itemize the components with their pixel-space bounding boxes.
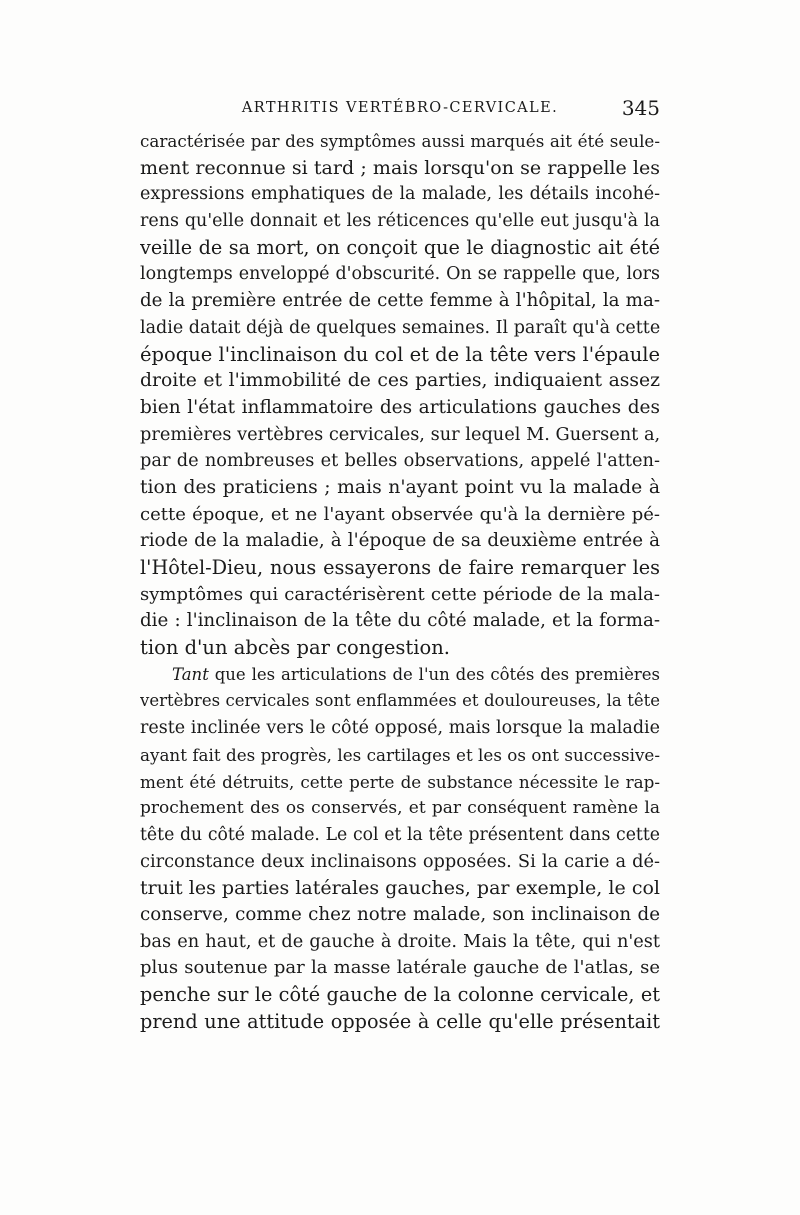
text-line: cette époque, et ne l'ayant observée qu'à la dernière pé-	[140, 503, 660, 525]
text-line: conserve, comme chez notre malade, son inclinaison de	[140, 903, 660, 925]
text-line: die : l'inclinaison de la tête du côté malade, et la forma-	[140, 610, 660, 632]
text-line: truit les parties latérales gauches, par exemple, le col	[140, 877, 660, 900]
text-line: riode de la maladie, à l'époque de sa deuxième entrée à	[140, 530, 660, 552]
text-line-first	[140, 662, 660, 689]
text-line: expressions emphatiques de la malade, les détails incohé-	[140, 184, 660, 205]
text-line: ment reconnue si tard ; mais lorsqu'on se rappelle les	[140, 156, 660, 179]
text-line: ladie datait déjà de quelques semaines. Il paraît qu'à cette	[140, 317, 660, 338]
body-text	[140, 128, 660, 1035]
text-line: prend une attitude opposée à celle qu'elle présentait	[140, 1009, 660, 1033]
text-line: prochement des os conservés, et par conséquent ramène la	[140, 798, 660, 819]
text-line: par de nombreuses et belles observations, appelé l'atten-	[140, 451, 660, 472]
text-line: longtemps enveloppé d'obscurité. On se rappelle que, lors	[140, 264, 660, 285]
text-line: premières vertèbres cervicales, sur lequel M. Guersent a,	[140, 424, 660, 445]
text-line: veille de sa mort, on conçoit que le diagnostic ait été	[140, 235, 660, 259]
text-line: rens qu'elle donnait et les réticences qu'elle eut jusqu'à la	[140, 211, 660, 232]
text-line: plus soutenue par la masse latérale gauche de l'atlas, se	[140, 957, 660, 979]
text-line: tion des praticiens ; mais n'ayant point vu la malade à	[140, 476, 660, 498]
text-line: caractérisée par des symptômes aussi marqués ait été seule-	[140, 131, 660, 151]
text-line: l'Hôtel-Dieu, nous essayerons de faire remarquer les	[140, 556, 660, 579]
text-line: penche sur le côté gauche de la colonne cervicale, et	[140, 983, 660, 1006]
text-line: vertèbres cervicales sont enflammées et douloureuses, la tête	[140, 691, 660, 711]
text-line: ayant fait des progrès, les cartilages et les os ont successive-	[140, 744, 660, 765]
text-line: ment été détruits, cette perte de substance nécessite le rap-	[140, 771, 660, 792]
running-header	[140, 96, 660, 130]
text-line: de la première entrée de cette femme à l'hôpital, la ma-	[140, 290, 660, 312]
text-line: reste inclinée vers le côté opposé, mais lorsque la maladie	[140, 718, 660, 739]
paragraph-2	[140, 662, 660, 1036]
text-line: droite et l'immobilité de ces parties, indiquaient assez	[140, 370, 660, 392]
italic-lead-word: Tant	[172, 664, 209, 684]
text-line: bien l'état inflammatoire des articulations gauches des	[140, 396, 660, 418]
text-line: époque l'inclinaison du col et de la tête vers l'épaule	[140, 342, 660, 366]
running-title: ARTHRITIS VERTÉBRO-CERVICALE.	[241, 100, 559, 116]
paragraph-1	[140, 128, 660, 662]
text-line: tion d'un abcès par congestion.	[140, 636, 450, 660]
page-number: 345	[621, 96, 660, 120]
text-line: symptômes qui caractérisèrent cette période de la mala-	[140, 583, 660, 605]
text-line: bas en haut, et de gauche à droite. Mais la tête, qui n'est	[140, 931, 660, 952]
text-line: tête du côté malade. Le col et la tête présentent dans cette	[140, 824, 660, 845]
first-line-rest: que les articulations de l'un des côtés des premières	[208, 664, 660, 684]
text-line: circonstance deux inclinaisons opposées. Si la carie a dé-	[140, 851, 660, 872]
